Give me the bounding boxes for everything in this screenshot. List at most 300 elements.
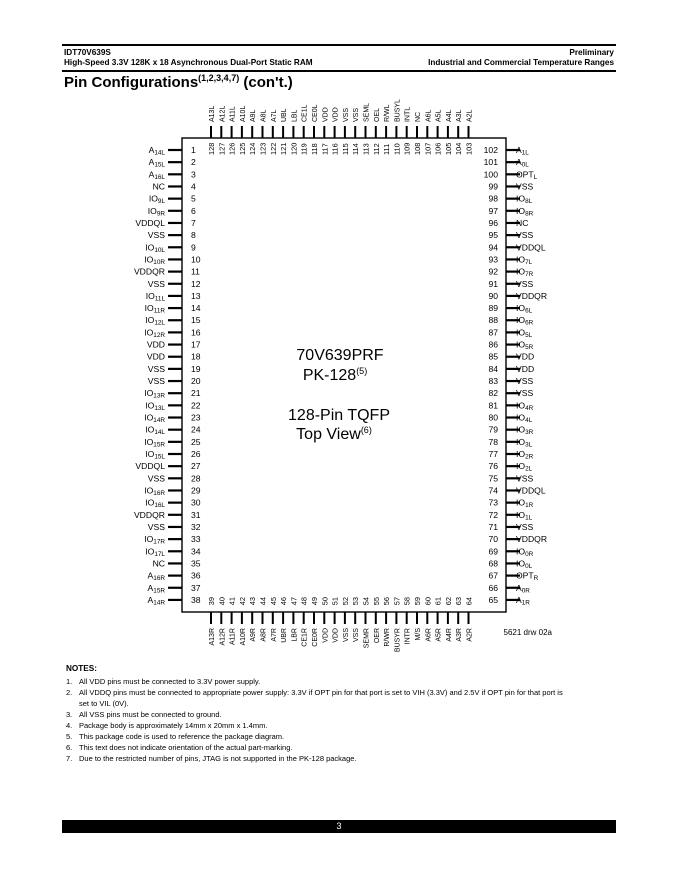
pin-top — [331, 107, 340, 155]
title-suffix: (con't.) — [239, 74, 293, 91]
pin-bottom — [228, 597, 237, 645]
pin-right — [488, 230, 533, 240]
pin-number: 121 — [279, 142, 289, 155]
pin-left — [149, 169, 196, 181]
pin-bottom — [300, 597, 309, 647]
pin-number: 79 — [488, 424, 498, 435]
pin-right — [488, 571, 538, 583]
pin-number: 59 — [413, 597, 422, 606]
pin-label: VSS — [516, 376, 534, 387]
pin-label: IO12R — [144, 327, 165, 339]
pin-number: 86 — [488, 339, 498, 350]
pin-label: A7L — [270, 109, 278, 122]
pin-number: 119 — [299, 143, 309, 155]
pin-right — [488, 461, 532, 473]
pin-number: 107 — [423, 142, 433, 155]
pin-label: VSS — [342, 628, 350, 643]
pin-number: 94 — [488, 242, 498, 253]
pin-label: A4R — [445, 628, 453, 642]
pin-label: IO1L — [516, 509, 533, 522]
pin-bottom — [207, 597, 216, 646]
pin-left — [148, 522, 201, 532]
pin-label: VSS — [516, 181, 534, 192]
pin-top — [382, 104, 391, 155]
pin-label: VDDQL — [516, 242, 546, 253]
pin-number: 66 — [488, 582, 498, 593]
pin-right — [484, 169, 538, 181]
note-item — [66, 753, 566, 764]
pin-left — [134, 267, 200, 277]
package-pin-description: 128-Pin TQFP — [288, 407, 390, 424]
pin-label: NC — [516, 217, 529, 228]
pin-label: IO12L — [145, 315, 165, 327]
part-description: High-Speed 3.3V 128K x 18 Asynchronous Dual-Port Static RAM — [64, 58, 313, 67]
pin-label: A14R — [147, 594, 165, 607]
pin-number: 28 — [191, 473, 201, 484]
pin-label: IO9R — [147, 205, 165, 218]
pin-label: IO3R — [516, 424, 534, 437]
pin-number: 110 — [392, 143, 402, 155]
pin-number: 50 — [320, 597, 330, 606]
pin-label: A6L — [425, 109, 433, 122]
pin-label: CE0L — [312, 104, 319, 122]
pin-right — [488, 376, 533, 386]
pin-number: 60 — [423, 597, 433, 606]
pin-number: 11 — [191, 266, 200, 277]
pin-label: IO14R — [144, 412, 165, 425]
pin-right — [488, 583, 530, 595]
pin-number: 118 — [310, 143, 319, 155]
pin-number: 72 — [488, 509, 498, 520]
pin-label: BUSYR — [394, 628, 402, 653]
pin-label: IO15R — [144, 436, 165, 449]
pin-top — [434, 109, 443, 155]
pin-number: 24 — [191, 424, 201, 435]
pin-label: IO3L — [516, 436, 533, 449]
pin-label: A2R — [466, 628, 474, 642]
note-number: 2. — [66, 688, 73, 697]
pin-left — [144, 388, 201, 400]
pin-number: 76 — [488, 461, 498, 472]
pin-label: OER — [373, 628, 381, 644]
pin-top — [413, 112, 422, 155]
pin-label: VDDQL — [516, 485, 546, 496]
pin-label: VSS — [147, 521, 165, 532]
pin-number: 14 — [191, 303, 201, 314]
pin-number: 61 — [433, 597, 443, 606]
pin-label: A13L — [209, 105, 216, 122]
pin-top — [351, 108, 360, 155]
pin-number: 120 — [289, 142, 299, 155]
pin-label: NC — [152, 558, 165, 569]
pin-label: VDD — [146, 351, 165, 362]
pin-number: 45 — [268, 597, 278, 606]
pin-label: A8R — [260, 628, 268, 642]
pin-number: 82 — [488, 388, 498, 399]
pin-label: SEMR — [363, 628, 371, 649]
pin-bottom — [403, 597, 412, 644]
pin-bottom — [289, 597, 298, 642]
pin-left — [149, 145, 196, 157]
pin-label: VDDQR — [133, 266, 165, 277]
pin-label: VSS — [342, 107, 350, 122]
pin-label: SEML — [363, 102, 371, 122]
pin-label: IO2R — [516, 449, 534, 461]
pin-label: A16L — [148, 169, 165, 181]
pin-label: IO8R — [516, 205, 534, 218]
pin-number: 21 — [191, 388, 201, 399]
pin-right — [488, 510, 532, 522]
pin-number: 74 — [488, 485, 498, 496]
pin-label: IO16L — [145, 497, 165, 510]
pin-left — [144, 437, 201, 449]
pin-left — [148, 364, 201, 374]
pin-number: 40 — [217, 597, 227, 606]
pin-label: IO16R — [144, 485, 165, 497]
status-label: Preliminary — [569, 48, 614, 57]
pin-label: A13R — [209, 628, 216, 646]
pin-left — [144, 327, 201, 339]
pin-number: 92 — [488, 266, 498, 277]
pin-label: IO0L — [516, 558, 533, 570]
pin-label: VSS — [353, 628, 361, 643]
pin-number: 69 — [488, 546, 498, 557]
pin-number: 25 — [191, 436, 201, 447]
pin-bottom — [423, 597, 432, 642]
pin-number: 81 — [488, 400, 498, 411]
pin-number: 113 — [361, 143, 371, 155]
pin-number: 114 — [351, 143, 361, 155]
pin-number: 100 — [483, 169, 498, 180]
pin-label: A15L — [148, 157, 165, 169]
pin-number: 2 — [191, 157, 196, 168]
pin-number: 83 — [488, 376, 498, 387]
pin-bottom — [372, 597, 381, 643]
page-number: 3 — [336, 821, 342, 831]
pin-right — [488, 194, 532, 206]
package-view: Top View$^{(6)}$ — [296, 425, 372, 443]
notes-list — [66, 676, 566, 764]
pin-label: NC — [415, 111, 422, 122]
pin-label: A4L — [445, 109, 453, 122]
pin-bottom — [454, 597, 463, 642]
notes-section — [66, 663, 566, 764]
pin-label: A10R — [239, 628, 247, 646]
pin-number: 117 — [320, 143, 330, 155]
pin-number: 46 — [279, 597, 289, 606]
pin-left — [145, 315, 201, 327]
pin-label: VSS — [516, 473, 534, 484]
pin-label: NC — [152, 181, 165, 192]
pin-left — [148, 376, 201, 386]
pin-label: IO15L — [145, 449, 165, 461]
pin-label: A12L — [219, 105, 227, 122]
note-text: All VDD pins must be connected to 3.3V power supply. — [79, 677, 261, 686]
pin-label: IO0R — [516, 546, 534, 558]
pin-left — [148, 595, 201, 607]
pin-label: VDDQR — [516, 290, 548, 301]
note-number: 4. — [66, 721, 73, 730]
pin-label: A12R — [219, 628, 227, 646]
pin-top — [372, 108, 381, 155]
pin-label: VDDQL — [135, 217, 165, 228]
pin-number: 58 — [402, 597, 412, 606]
pin-number: 68 — [488, 558, 498, 569]
note-text: All VDDQ pins must be connected to appropriate power supply: 3.3V if OPT pin for that port is set to VIH (3.3V) and 2.5V if OPT pin for that port is set to VIL (0V). — [79, 688, 563, 708]
pin-bottom — [392, 597, 401, 652]
pin-label: IO13L — [145, 400, 165, 412]
pin-right — [488, 449, 533, 461]
pin-label: INTL — [404, 106, 412, 122]
pin-number: 27 — [191, 461, 201, 472]
pin-number: 91 — [488, 278, 498, 289]
pin-label: A6R — [425, 628, 433, 642]
note-number: 1. — [66, 677, 73, 686]
pin-left — [148, 279, 201, 289]
pin-label: A9L — [250, 109, 258, 122]
pin-number: 17 — [191, 339, 201, 350]
pin-label: UBR — [281, 628, 289, 643]
pin-right — [488, 388, 533, 398]
note-text: Due to the restricted number of pins, JTAG is not supported in the PK-128 package. — [79, 754, 357, 763]
pin-left — [149, 157, 196, 169]
pin-number: 52 — [340, 597, 350, 606]
pin-bottom — [434, 597, 443, 642]
temperature-ranges: Industrial and Commercial Temperature Ranges — [428, 58, 614, 67]
pin-bottom — [217, 597, 226, 646]
pin-label: IO17L — [145, 546, 165, 558]
pin-left — [145, 498, 201, 510]
pin-label: IO6R — [516, 315, 534, 327]
pin-top — [238, 106, 247, 155]
pin-label: IO13R — [144, 388, 165, 400]
note-number: 6. — [66, 743, 73, 752]
pin-number: 34 — [191, 546, 201, 557]
pin-label: A11R — [229, 628, 237, 645]
pin-right — [488, 485, 545, 495]
pin-number: 112 — [371, 143, 381, 155]
pin-right — [488, 522, 533, 532]
pin-label: A0L — [516, 157, 529, 169]
pin-label: A8L — [260, 109, 268, 122]
pin-left — [148, 206, 196, 218]
pin-label: OPTL — [516, 169, 538, 181]
pin-left — [149, 194, 196, 206]
pin-number: 57 — [392, 597, 402, 606]
left-pins — [134, 145, 201, 606]
pin-number: 106 — [433, 142, 443, 155]
pin-number: 10 — [191, 254, 201, 265]
pin-number: 97 — [488, 205, 498, 216]
pin-number: 70 — [488, 534, 498, 545]
pin-number: 115 — [340, 143, 350, 155]
note-item — [66, 676, 566, 687]
title-text: Pin Configurations — [64, 74, 199, 91]
pin-label: VSS — [147, 230, 165, 241]
pin-left — [145, 242, 196, 254]
pin-number: 13 — [191, 290, 201, 301]
pin-number: 71 — [488, 521, 498, 532]
pin-number: 99 — [488, 181, 498, 192]
pin-number: 1 — [191, 145, 196, 155]
pin-number: 22 — [191, 400, 201, 411]
pin-label: VSS — [147, 376, 165, 387]
pin-number: 103 — [464, 142, 474, 155]
pin-right — [488, 291, 547, 301]
pin-number: 5 — [191, 193, 196, 204]
pin-number: 128 — [207, 142, 216, 155]
pin-label: IO11L — [145, 290, 165, 303]
pin-left — [134, 510, 201, 520]
pin-bottom — [465, 597, 474, 642]
pin-number: 4 — [191, 181, 196, 192]
pin-label: M/S — [415, 628, 422, 641]
pin-number: 55 — [371, 597, 381, 606]
pin-number: 80 — [488, 412, 498, 423]
pin-number: 85 — [488, 351, 498, 362]
note-number: 5. — [66, 732, 73, 741]
pin-label: VSS — [516, 278, 534, 289]
pin-label: BUSYL — [394, 99, 402, 122]
drawing-id: 5621 drw 02a — [503, 628, 552, 637]
pin-label: IO5L — [516, 327, 533, 339]
pin-right — [488, 267, 533, 279]
pin-number: 122 — [268, 142, 278, 155]
pin-label: VSS — [516, 521, 534, 532]
pin-number: 23 — [191, 412, 201, 423]
pin-label: A15R — [147, 582, 165, 595]
pin-top — [279, 108, 288, 155]
note-number: 7. — [66, 754, 73, 763]
pin-number: 16 — [191, 327, 201, 338]
pin-top — [207, 106, 216, 155]
pin-top — [403, 107, 412, 155]
pin-label: A5R — [435, 628, 443, 642]
pin-number: 111 — [382, 143, 392, 155]
pin-number: 89 — [488, 303, 498, 314]
pin-left — [148, 473, 201, 483]
pin-number: 64 — [464, 597, 474, 606]
pin-top — [289, 109, 298, 155]
pin-number: 62 — [443, 597, 453, 606]
pin-number: 49 — [310, 597, 319, 606]
pin-label: A2L — [466, 109, 474, 122]
pin-number: 87 — [488, 327, 498, 338]
pin-left — [144, 413, 201, 425]
pin-number: 8 — [191, 230, 196, 241]
pin-label: IO2L — [516, 461, 533, 473]
pin-top — [465, 109, 474, 155]
pin-number: 95 — [488, 230, 498, 241]
note-text: All VSS pins must be connected to ground. — [79, 710, 222, 719]
title-refs: (1,2,3,4,7) — [198, 73, 240, 83]
pin-right — [488, 595, 530, 607]
pin-label: VDD — [322, 107, 330, 122]
pin-label: IO5R — [516, 339, 534, 352]
note-item — [66, 720, 566, 731]
pin-number: 32 — [191, 521, 201, 532]
pin-number: 48 — [299, 597, 309, 606]
pin-label: IO10R — [144, 254, 165, 266]
pin-label: VSS — [147, 363, 165, 374]
package-part-name: 70V639PRF — [296, 347, 384, 364]
pin-label: IO7R — [516, 266, 534, 279]
pin-top — [454, 109, 463, 155]
pin-label: VDDQL — [135, 461, 165, 472]
pin-number: 20 — [191, 376, 201, 387]
package-code: PK-128$^{(5)}$ — [302, 366, 368, 384]
pin-bottom — [341, 597, 350, 642]
pin-label: VSS — [147, 278, 165, 289]
pin-top — [362, 103, 371, 155]
pin-label: LBL — [291, 109, 299, 122]
pin-top — [423, 109, 432, 155]
pin-right — [488, 206, 533, 218]
pin-label: VSS — [516, 230, 534, 241]
pin-number: 3 — [191, 169, 196, 180]
pin-bottom — [238, 597, 247, 646]
pin-right — [488, 254, 532, 266]
pin-bottom — [279, 597, 288, 643]
pin-bottom — [351, 597, 360, 642]
pin-number: 126 — [227, 142, 237, 155]
pin-right — [488, 218, 528, 228]
pin-bottom — [269, 597, 278, 642]
pin-bottom — [310, 597, 319, 647]
pin-label: CE1R — [301, 628, 309, 647]
pin-label: IO7L — [516, 254, 533, 266]
pin-number: 93 — [488, 254, 498, 265]
pin-top — [444, 109, 453, 155]
pin-label: R/WR — [384, 628, 392, 647]
pin-number: 54 — [361, 597, 371, 606]
pin-number: 41 — [227, 597, 237, 606]
pin-number: 124 — [248, 142, 258, 155]
pin-left — [145, 425, 201, 437]
pin-number: 125 — [237, 142, 247, 155]
pin-number: 29 — [191, 485, 201, 496]
pin-number: 37 — [191, 582, 201, 593]
pin-number: 105 — [443, 142, 453, 155]
pin-right — [488, 303, 532, 315]
pin-number: 39 — [207, 597, 216, 606]
pin-label: VSS — [516, 388, 534, 399]
pin-label: IO9L — [148, 193, 165, 206]
pin-number: 116 — [330, 143, 340, 155]
pin-top — [310, 104, 319, 155]
pin-number: 51 — [330, 597, 340, 606]
pin-number: 88 — [488, 315, 498, 326]
pin-top — [320, 107, 329, 155]
note-item — [66, 731, 566, 742]
pin-number: 108 — [413, 142, 422, 155]
notes-title: NOTES: — [66, 664, 97, 673]
pin-label: VDD — [322, 628, 330, 643]
pin-number: 65 — [488, 594, 498, 605]
pin-label: IO1R — [516, 497, 534, 510]
right-pins — [484, 145, 547, 606]
pin-top — [217, 106, 226, 155]
note-number: 3. — [66, 710, 73, 719]
pin-right — [488, 498, 533, 510]
pin-label: A3R — [456, 628, 464, 642]
pin-bottom — [320, 597, 329, 643]
pin-label: LBR — [291, 628, 299, 642]
pin-right — [488, 327, 532, 339]
pin-top — [269, 109, 278, 155]
page-footer — [62, 820, 616, 833]
pin-label: R/WL — [384, 104, 392, 122]
